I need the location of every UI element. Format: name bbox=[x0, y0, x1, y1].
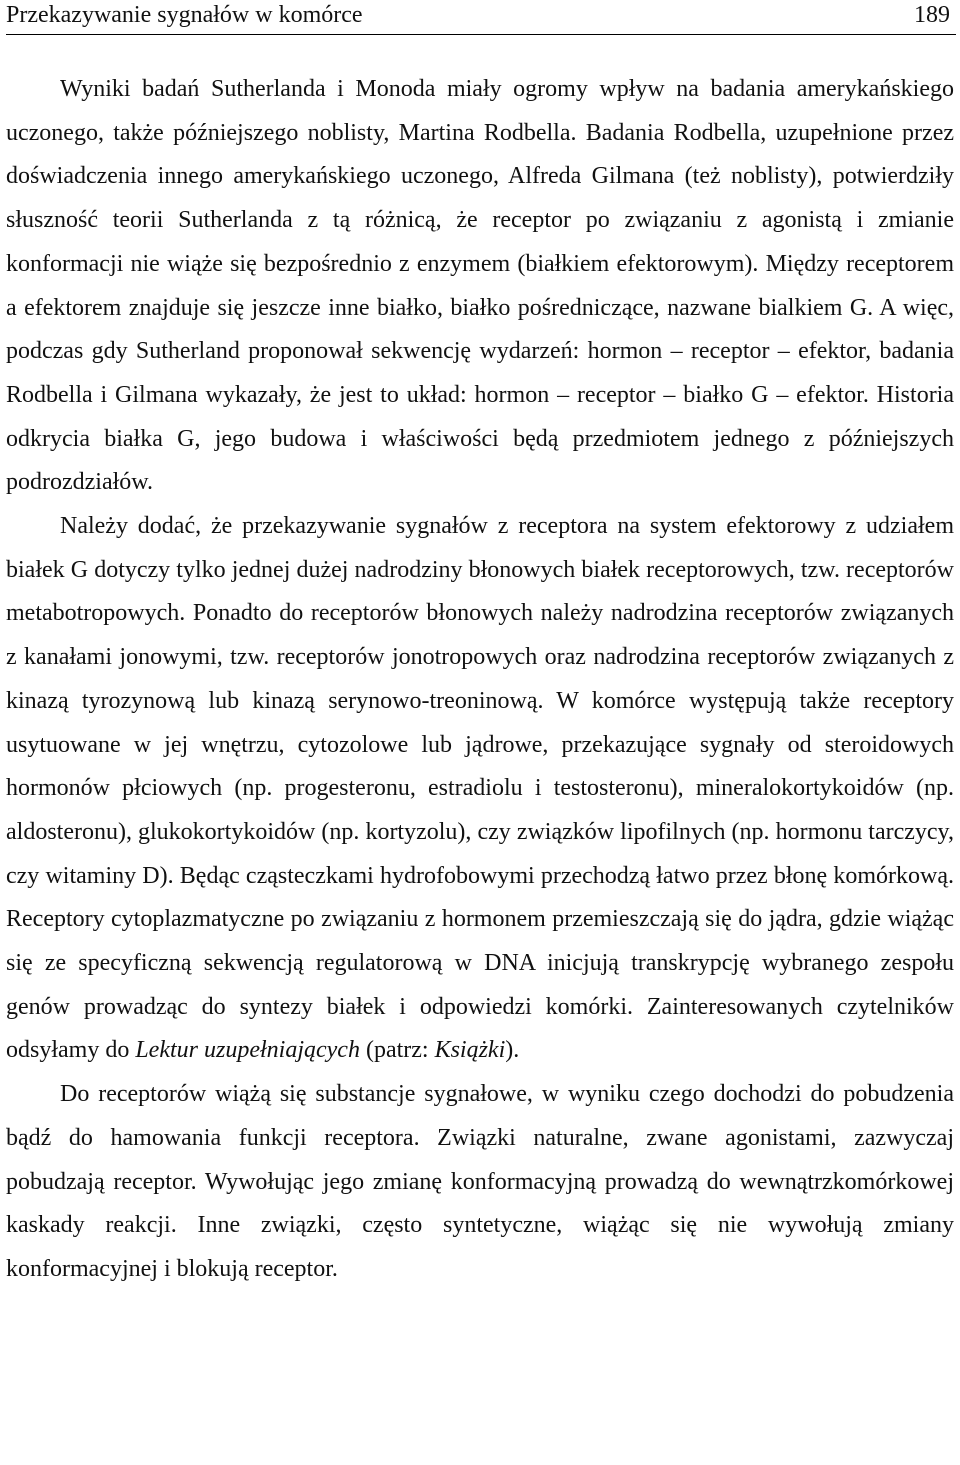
paragraph-1: Wyniki badań Sutherlanda i Monoda miały ogromy wpływ na badania amerykańskiego uczonego, także późniejszego noblisty, Martina Rodbella. Badania Rodbella, uzupełnione przez doświadczenia innego amerykańskiego uczonego, Alfreda Gilmana (też noblisty), potwierdziły słuszność teorii Sutherlanda z tą różnicą, że receptor po związaniu z agonistą i zmianie konformacji nie wiąże się bezpośrednio z enzymem (białkiem efektorowym). Między receptorem a efektorem znajduje się jeszcze inne białko, białko pośredniczące, nazwane bialkiem G. A więc, podczas gdy Sutherland proponował sekwencję wydarzeń: hormon – receptor – efektor, badania Rodbella i Gilmana wykazały, że jest to układ: hormon – receptor – białko G – efektor. Historia odkrycia białka G, jego budowa i właściwości będą przedmiotem jednego z późniejszych podrozdziałów. bbox=[6, 76, 954, 496]
running-header bbox=[6, 0, 956, 35]
body-text bbox=[6, 68, 954, 1292]
reference-lektury: Lektur uzupełniających bbox=[135, 1037, 360, 1064]
paragraph-2 bbox=[6, 505, 954, 1073]
paragraph-2-end: ). bbox=[505, 1037, 520, 1064]
page-number: 189 bbox=[914, 2, 950, 28]
paragraph-3: Do receptorów wiążą się substancje sygnałowe, w wyniku czego dochodzi do pobudzenia bądź do hamowania funkcji receptora. Związki naturalne, zwane agonistami, zazwyczaj pobudzają receptor. Wywołując jego zmianę konformacyjną prowadzą do wewnątrzkomórkowej kaskady reakcji. Inne związki, często syntetyczne, wiążąc się nie wywołują zmiany konformacyjnej i blokują receptor. bbox=[6, 1081, 954, 1282]
paragraph-2-mid: (patrz: bbox=[359, 1037, 435, 1064]
reference-ksiazki: Książki bbox=[434, 1037, 506, 1064]
paragraph-2-text: Należy dodać, że przekazywanie sygnałów z receptora na system efektorowy z udziałem białek G dotyczy tylko jednej dużej nadrodziny błonowych białek receptorowych, tzw. receptorów metabotropowych. Ponadto do receptorów błonowych należy nadrodzina receptorów związanych z kanałami jonowymi, tzw. receptorów jonotropowych oraz nadrodzina receptorów związanych z kinazą tyrozynową lub kinazą serynowo-treoninową. W komórce występują także receptory usytuowane w jej wnętrzu, cytozolowe lub jądrowe, przekazujące sygnały od steroidowych hormonów płciowych (np. progesteronu, estradiolu i testosteronu), mineralokortykoidów (np. aldosteronu), glukokortykoidów (np. kortyzolu), czy związków lipofilnych (np. hormonu tarczycy, czy witaminy D). Będąc cząsteczkami hydrofobowymi przechodzą łatwo przez błonę komórkową. Receptory cytoplazmatyczne po związaniu z hormonem przemieszczają się do jądra, gdzie wiążąc się ze specyficzną sekwencją regulatorową w DNA inicjują transkrypcję wybranego zespołu genów prowadząc do syntezy białek i odpowiedzi komórki. Zainteresowanych czytelników odsyłamy do bbox=[6, 513, 954, 1064]
chapter-title: Przekazywanie sygnałów w komórce bbox=[6, 2, 363, 28]
